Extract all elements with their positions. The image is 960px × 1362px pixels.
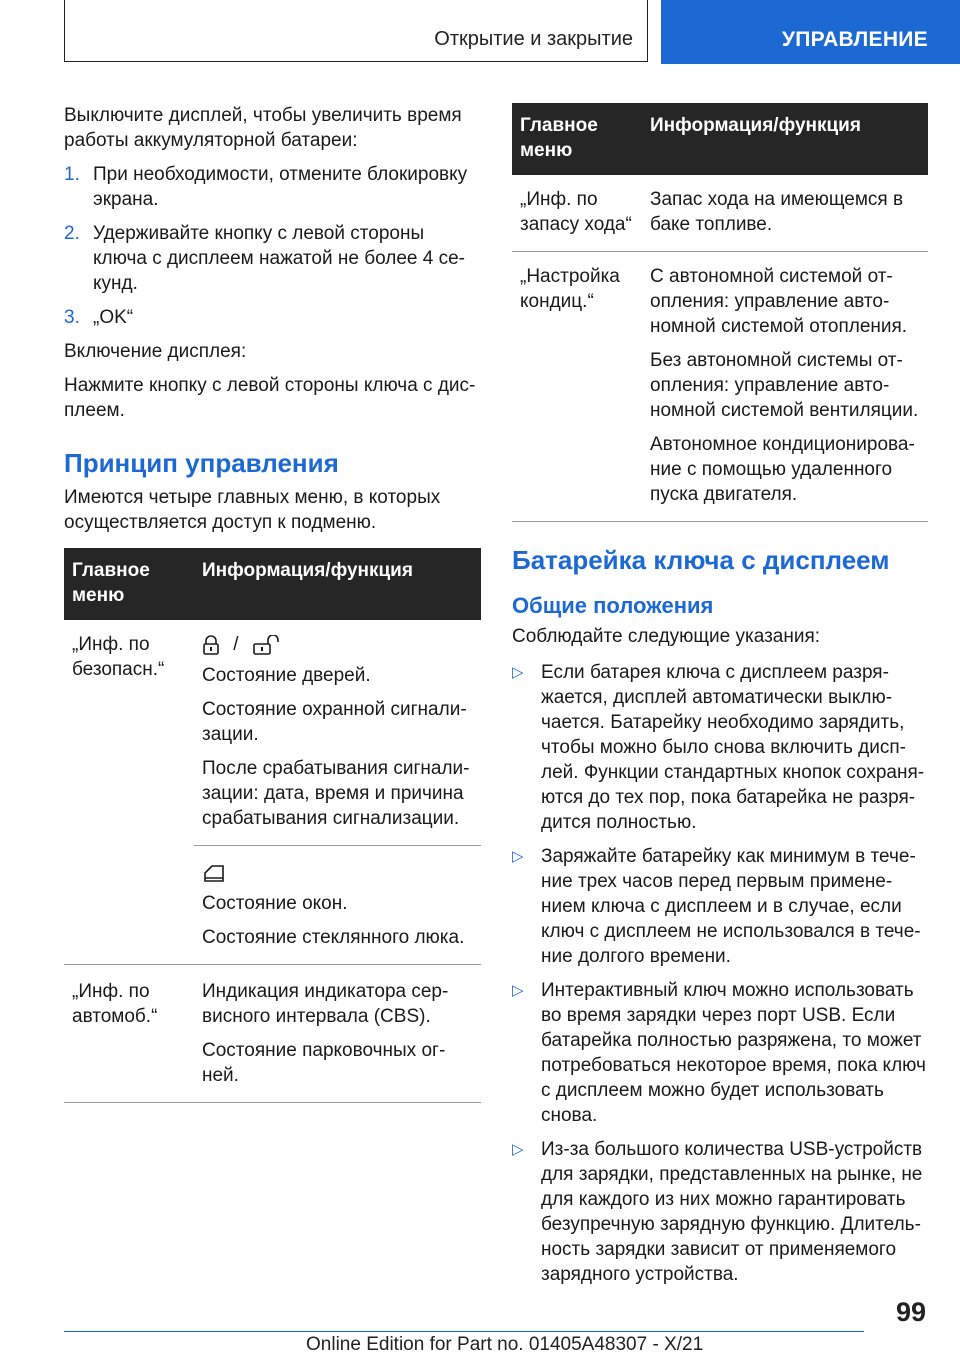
info-text: Состояние парковочных огней.	[202, 1040, 446, 1086]
info-text: Автономное кондиционирование с помощью удаленного пуска двигателя.	[650, 434, 915, 505]
bullet-text: Из-за большого количества USB-устройств для зарядки, представленных на рынке, не для каждого из них можно гарантировать безупречную зарядную функцию. Длительность зарядки зависит от применяемого зарядного устройства.	[541, 1139, 923, 1285]
column-header-info: Информация/функция	[194, 548, 481, 620]
bullet-item	[512, 1137, 928, 1287]
bullet-text: Заряжайте батарейку как минимум в течение трех часов перед первым применением ключа с дисплеем и в случае, если ключ с дисплеем не использовался в течение долгого времени.	[541, 846, 921, 967]
step-text: При необходимости, отмените блокировку экрана.	[93, 164, 468, 210]
triangle-bullet-icon: ▷	[512, 848, 524, 865]
intro-text: Выключите дисплей, чтобы увеличить время работы аккумуляторной батареи:	[64, 105, 462, 151]
menu-cell-empty	[64, 846, 194, 965]
table-header-row	[64, 548, 481, 620]
info-cell	[194, 620, 481, 846]
left-column	[64, 103, 481, 1103]
menu-table-right	[512, 103, 928, 522]
info-cell	[194, 846, 481, 965]
bullet-item	[512, 844, 928, 969]
window-icon-line	[202, 860, 473, 885]
bullet-item	[512, 660, 928, 835]
step-text: „OK“	[93, 307, 134, 328]
page-number: 99	[895, 1297, 926, 1327]
table-row	[64, 620, 481, 846]
menu-cell: „Инф. по запасу хода“	[512, 175, 642, 252]
info-text: Индикация индикатора сервисного интервала (CBS).	[202, 981, 449, 1027]
table-row	[512, 252, 928, 522]
enable-display-title: Включение дисплея:	[64, 341, 247, 362]
step-item	[64, 305, 481, 330]
step-text: Удерживайте кнопку с левой стороны ключа с дисплеем нажатой не более 4 секунд.	[93, 223, 465, 294]
bullet-text: Если батарея ключа с дисплеем разряжается, дисплей автоматически выключается. Батарейку необходимо зарядить, чтобы можно было снова включить дисплей. Функции стандартных кнопок сохраняются до тех пор, пока батарейка не разрядится полностью.	[541, 662, 925, 833]
enable-display-text: Нажмите кнопку с левой стороны ключа с дисплеем.	[64, 375, 476, 421]
info-text: После срабатывания сигнализации: дата, время и причина срабатывания сигнализации.	[202, 758, 470, 829]
footer-divider	[64, 1331, 864, 1332]
menu-cell: „Настройка кондиц.“	[512, 252, 642, 522]
right-column	[512, 103, 928, 1296]
table-header-row	[512, 103, 928, 175]
step-number: 2.	[64, 223, 80, 244]
unlocked-icon	[252, 635, 280, 655]
bullet-text: Интерактивный ключ можно использовать во время зарядки через порт USB. Если батарейка полностью разряжена, то может потребоваться некоторое время, пока ключ с дисплеем можно будет использовать снова.	[541, 980, 926, 1126]
step-item	[64, 221, 481, 296]
triangle-bullet-icon: ▷	[512, 1141, 524, 1158]
info-text: С автономной системой отопления: управление автономной системой отопления.	[650, 266, 908, 337]
key-battery-heading: Батарейка ключа с дисплеем	[512, 545, 890, 575]
triangle-bullet-icon: ▷	[512, 664, 524, 681]
locked-icon	[202, 635, 220, 655]
info-text: Без автономной системы отопления: управление автономной системой вентиляции.	[650, 350, 919, 421]
lock-icons-line	[202, 632, 473, 657]
step-item	[64, 162, 481, 212]
table-row	[64, 965, 481, 1103]
menu-cell: „Инф. по безопасн.“	[72, 634, 165, 680]
column-header-menu: Главное меню	[64, 548, 194, 620]
info-text: Состояние окон.	[202, 893, 348, 914]
icon-separator: /	[233, 634, 239, 655]
header-chapter-title: УПРАВЛЕНИЕ	[781, 28, 928, 51]
info-cell	[194, 965, 481, 1103]
bullet-item	[512, 978, 928, 1128]
menu-cell: „Инф. по автомоб.“	[64, 965, 194, 1103]
general-info-intro: Соблюдайте следующие указания:	[512, 626, 821, 647]
step-number: 1.	[64, 164, 80, 185]
table-row	[512, 175, 928, 252]
info-text: Состояние дверей.	[202, 665, 371, 686]
control-principle-text: Имеются четыре главных меню, в которых осуществляется доступ к подменю.	[64, 487, 441, 533]
footer-edition: Online Edition for Part no. 01405A48307 - X/21	[306, 1334, 704, 1355]
control-principle-heading: Принцип управления	[64, 448, 339, 478]
header-section-title: Открытие и закрытие	[434, 28, 633, 50]
info-cell	[642, 175, 928, 252]
info-text: Состояние стеклянного люка.	[202, 927, 465, 948]
header-section-box	[64, 0, 648, 62]
menu-table-left	[64, 548, 481, 1103]
info-text: Состояние охранной сигнализации.	[202, 699, 467, 745]
info-text: Запас хода на имеющемся в баке топливе.	[650, 189, 904, 235]
column-header-menu: Главное меню	[512, 103, 642, 175]
header-chapter-tab	[661, 0, 960, 64]
triangle-bullet-icon: ▷	[512, 982, 524, 999]
general-info-subheading: Общие положения	[512, 593, 714, 618]
window-icon	[202, 863, 226, 883]
column-header-info: Информация/функция	[642, 103, 928, 175]
info-cell	[642, 252, 928, 522]
table-row	[64, 846, 481, 965]
step-number: 3.	[64, 307, 80, 328]
